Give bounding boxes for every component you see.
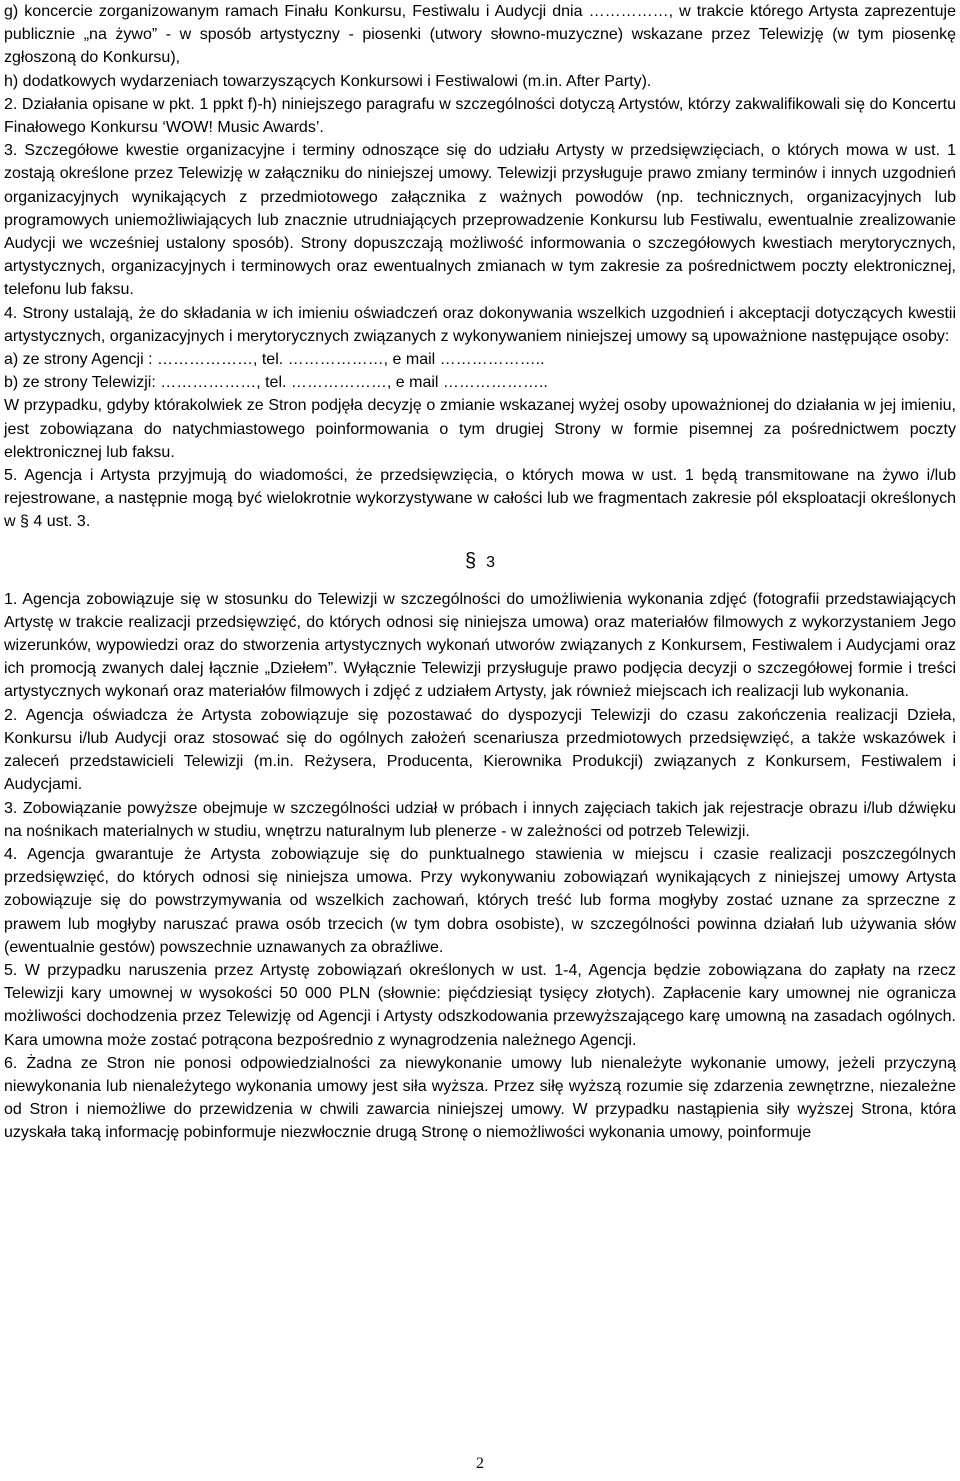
contact-agency: a) ze strony Agencji : ………………, tel. ………………, e mail ……………….. bbox=[4, 351, 545, 369]
document-page bbox=[4, 0, 956, 1145]
paragraph-s3-5: 5. W przypadku naruszenia przez Artystę zobowiązań określonych w ust. 1-4, Agencja będzie zobowiązana do zapłaty na rzecz Telewizji kary umownej w wysokości 50 000 PLN (słownie: pięćdziesiąt tysięcy złotych). Zapłacenie kary umownej nie ogranicza możliwości dochodzenia przez Telewizję od Agencji i Artysty odszkodowania przewyższającego karę umowną na zasadach ogólnych. Kara umowna może zostać potrącona bezpośrednio z wynagrodzenia należnego Agencji. bbox=[4, 961, 956, 1049]
paragraph-4: 4. Strony ustalają, że do składania w ich imieniu oświadczeń oraz dokonywania wszelkich uzgodnień i akceptacji dotyczących kwestii artystycznych, organizacyjnych i merytorycznych związanych z wykonywaniem niniejszej umowy są upoważnione następujące osoby: bbox=[4, 304, 956, 345]
paragraph-s3-2: 2. Agencja oświadcza że Artysta zobowiązuje się pozostawać do dyspozycji Telewizji do czasu zakończenia realizacji Dzieła, Konkursu i/lub Audycji oraz stosować się do ogólnych założeń scenariusza przedmiotowych przedsięwzięć, a także wskazówek i zaleceń przedstawicieli Telewizji (m.in. Reżysera, Producenta, Kierownika Produkcji) związanych z Konkursem, Festiwalem i Audycjami. bbox=[4, 706, 956, 794]
contact-television: b) ze strony Telewizji: ………………, tel. ………………, e mail ……………….. bbox=[4, 374, 548, 392]
paragraph-g: g) koncercie zorganizowanym ramach Finału Konkursu, Festiwalu i Audycji dnia ……………, w trakcie którego Artysta zaprezentuje publicznie „na żywo” - w sposób artystyczny - piosenki (utwory słowno-muzyczne) wskazane przez Telewizję (w tym piosenkę zgłoszoną do Konkursu), bbox=[4, 3, 956, 67]
paragraph-h: h) dodatkowych wydarzeniach towarzyszących Konkursowi i Festiwalowi (m.in. After Party). bbox=[4, 72, 652, 90]
paragraph-s3-3: 3. Zobowiązanie powyższe obejmuje w szczególności udział w próbach i innych zajęciach takich jak rejestracje obrazu i/lub dźwięku na nośnikach materialnych w studiu, wnętrzu naturalnym lub plenerze - w zależności od potrzeb Telewizji. bbox=[4, 799, 956, 840]
paragraph-s3-4: 4. Agencja gwarantuje że Artysta zobowiązuje się do punktualnego stawienia w miejscu i czasie realizacji poszczególnych przedsięwzięć, do których odnosi się niniejsza umowa. Przy wykonywaniu zobowiązań wynikających z niniejszej umowy Artysta zobowiązuje się do powstrzymywania od wszelkich zachowań, których treść lub forma mogłyby zostać uznane za sprzeczne z prawem lub mogłyby naruszać prawa osób trzecich (w tym dobra osobiste), w szczególności powinna działań lub używania słów (ewentualnie gestów) powszechnie uznawanych za obraźliwe. bbox=[4, 845, 956, 956]
paragraph-2: 2. Działania opisane w pkt. 1 ppkt f)-h) niniejszego paragrafu w szczególności dotyczą Artystów, którzy zakwalifikowali się do Koncertu Finałowego Konkursu ‘WOW! Music Awards’. bbox=[4, 95, 956, 137]
paragraph-s3-6: 6. Żadna ze Stron nie ponosi odpowiedzialności za niewykonanie umowy lub nienależyte wykonanie umowy, jeżeli przyczyną niewykonania lub nienależytego wykonania umowy jest siła wyższa. Przez siłę wyższą rozumie się zdarzenia zewnętrzne, niezależne od Stron i niemożliwe do przewidzenia w chwili zawarcia niniejszej umowy. W przypadku nastąpienia siły wyższej Strona, która uzyskała taką informację pobinformuje niezwłocznie drugą Stronę o niemożliwości wykonania umowy, poinformuje bbox=[4, 1054, 956, 1142]
paragraph-3: 3. Szczegółowe kwestie organizacyjne i terminy odnoszące się do udziału Artysty w przedsięwzięciach, o których mowa w ust. 1 zostają określone przez Telewizję w załączniku do niniejszej umowy. Telewizji przysługuje prawo zmiany terminów i innych uzgodnień organizacyjnych wynikających z przedmiotowego załącznika z ważnych powodów (np. technicznych, organizacyjnych lub programowych uniemożliwiających lub znacznie utrudniających przeprowadzenie Konkursu lub Festiwalu, ewentualnie zrealizowanie Audycji we wcześniej ustalony sposób). Strony dopuszczają możliwość informowania o szczegółowych kwestiach merytorycznych, artystycznych, organizacyjnych i terminowych oraz ewentualnych zmianach w tym zakresie za pośrednictwem poczty elektronicznej, telefonu lub faksu. bbox=[4, 142, 956, 299]
section-sign: § bbox=[464, 549, 477, 572]
paragraph-s3-1: 1. Agencja zobowiązuje się w stosunku do Telewizji w szczególności do umożliwienia wykonania zdjęć (fotografii przedstawiających Artystę w trakcie realizacji przedsięwzięć, do których odnosi się niniejsza umowa) oraz materiałów filmowych z wykorzystaniem Jego wizerunków, wypowiedzi oraz do stworzenia artystycznych wykonań utworów związanych z Konkursem, Festiwalem i Audycjami oraz ich promocją zwanych dalej łącznie „Dziełem”. Wyłącznie Telewizji przysługuje prawo podjęcia decyzji o szczegółowej formie i treści artystycznych wykonań oraz materiałów filmowych i zdjęć z udziałem Artysty, jak również miejscach ich realizacji lub wykonania. bbox=[4, 590, 956, 701]
page-number: 2 bbox=[476, 1455, 484, 1472]
section-number: 3 bbox=[486, 553, 496, 571]
paragraph-5: 5. Agencja i Artysta przyjmują do wiadomości, że przedsięwzięcia, o których mowa w ust. 1 będą transmitowane na żywo i/lub rejestrowane, a następnie mogą być wielokrotnie wykorzystywane w całości lub we fragmentach zakresie pól eksploatacji określonych w § 4 ust. 3. bbox=[4, 467, 956, 531]
section-heading bbox=[4, 550, 956, 574]
paragraph-change-person: W przypadku, gdyby którakolwiek ze Stron podjęła decyzję o zmianie wskazanej wyżej osoby upoważnionej do działania w jej imieniu, jest zobowiązana do natychmiastowego poinformowania o tym drugiej Strony w formie pisemnej za pośrednictwem poczty elektronicznej lub faksu. bbox=[4, 397, 956, 461]
